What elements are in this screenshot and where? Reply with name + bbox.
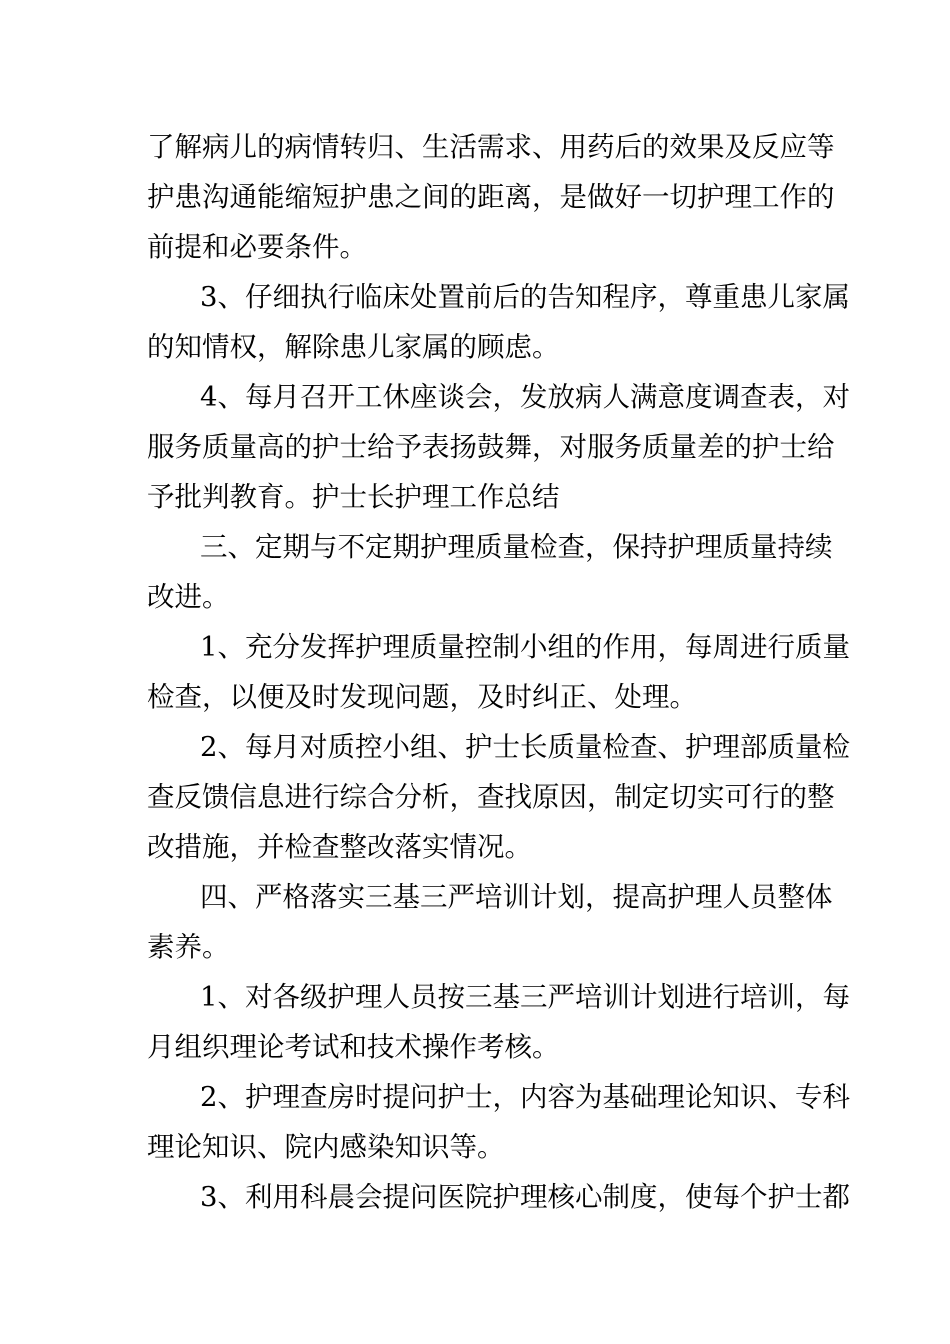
text-line-13: 2、每月对质控小组、护士长质量检查、护理部质量检	[200, 731, 850, 763]
text-line-6: 4、每月召开工休座谈会，发放病人满意度调查表，对	[200, 381, 850, 413]
text-line-1: 了解病儿的病情转归、生活需求、用药后的效果及反应等	[147, 131, 835, 163]
text-line-16: 四、严格落实三基三严培训计划，提高护理人员整体	[200, 881, 833, 913]
text-line-18: 1、对各级护理人员按三基三严培训计划进行培训，每	[200, 981, 850, 1013]
text-line-8: 予批判教育。护士长护理工作总结	[147, 481, 560, 513]
text-line-17: 素养。	[147, 931, 230, 963]
text-line-19: 月组织理论考试和技术操作考核。	[147, 1031, 560, 1063]
text-line-14: 查反馈信息进行综合分析，查找原因，制定切实可行的整	[147, 781, 835, 813]
text-line-20: 2、护理查房时提问护士，内容为基础理论知识、专科	[200, 1081, 850, 1113]
text-line-9: 三、定期与不定期护理质量检查，保持护理质量持续	[200, 531, 833, 563]
text-line-7: 服务质量高的护士给予表扬鼓舞，对服务质量差的护士给	[147, 431, 835, 463]
text-line-10: 改进。	[147, 581, 230, 613]
text-line-11: 1、充分发挥护理质量控制小组的作用，每周进行质量	[200, 631, 850, 663]
text-line-21: 理论知识、院内感染知识等。	[147, 1131, 505, 1163]
text-line-3: 前提和必要条件。	[147, 231, 367, 263]
text-line-5: 的知情权，解除患儿家属的顾虑。	[147, 331, 560, 363]
text-line-2: 护患沟通能缩短护患之间的距离，是做好一切护理工作的	[147, 181, 835, 213]
text-line-12: 检查，以便及时发现问题，及时纠正、处理。	[147, 681, 697, 713]
text-line-15: 改措施，并检查整改落实情况。	[147, 831, 532, 863]
text-line-22: 3、利用科晨会提问医院护理核心制度，使每个护士都	[200, 1181, 850, 1213]
text-line-4: 3、仔细执行临床处置前后的告知程序，尊重患儿家属	[200, 281, 850, 313]
